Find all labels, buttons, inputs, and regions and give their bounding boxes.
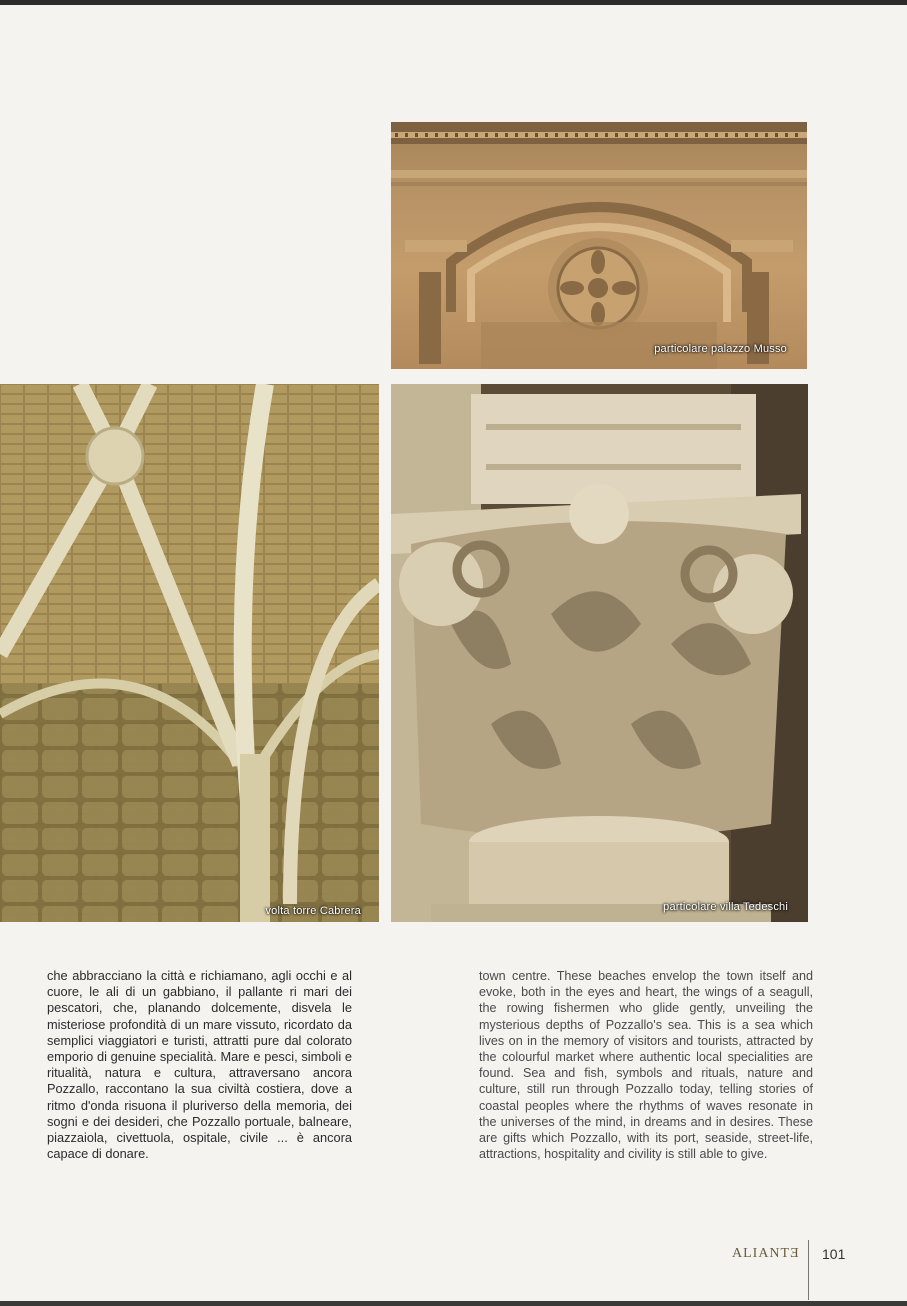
bottom-rule: [0, 1301, 907, 1306]
photo-palazzo-musso: [391, 122, 807, 369]
body-text-italian: che abbracciano la città e richiamano, agli occhi e al cuore, le ali di un gabbiano, il pallante ri mari dei pescatori, che, planando dolcemente, disvela le misteriose profondità di un mare vissuto, ricordato da semplici viaggiatori e turisti, attratti pure dal colorato emporio di genuine specialità. Mare e pesci, simboli e ritualità, natura e cultura, attraversano ancora Pozzallo, raccontano la sua civiltà costiera, dove a ritmo d'onda risuona il pluriverso della memoria, dei sogni e dei desideri, che Pozzallo portuale, balneare, piazzaiola, civettuola, ospitale, civile ... è ancora capace di donare.: [47, 968, 352, 1162]
top-rule: [0, 0, 907, 5]
caption-palazzo-musso: particolare palazzo Musso: [654, 343, 787, 355]
footer-divider: [808, 1240, 809, 1300]
caption-villa-tedeschi: particolare villa Tedeschi: [663, 901, 788, 913]
palazzo-musso-illustration: [391, 122, 807, 369]
caption-volta-torre-cabrera: volta torre Cabrera: [265, 905, 361, 917]
vault-illustration: [0, 384, 379, 922]
capital-illustration: [391, 384, 808, 922]
page-number: 101: [822, 1246, 846, 1262]
magazine-logo: ALIANTƎ: [732, 1246, 800, 1261]
photo-volta-torre-cabrera: [0, 384, 379, 922]
photo-villa-tedeschi: [391, 384, 808, 922]
body-text-english: town centre. These beaches envelop the town itself and evoke, both in the eyes and heart, the wings of a seagull, the rowing fishermen who glide gently, unveiling the mysterious depths of Pozzallo's sea. This is a sea which lives on in the memory of visitors and tourists, attracted by the colourful market where authentic local specialities are found. Sea and fish, symbols and rituals, nature and culture, still run through Pozzallo today, telling stories of coastal peoples where the rhythms of waves resonate in the universes of the mind, in dreams and in desires. These are gifts which Pozzallo, with its port, seaside, street-life, attractions, hospitality and civility is still able to give.: [479, 969, 813, 1162]
